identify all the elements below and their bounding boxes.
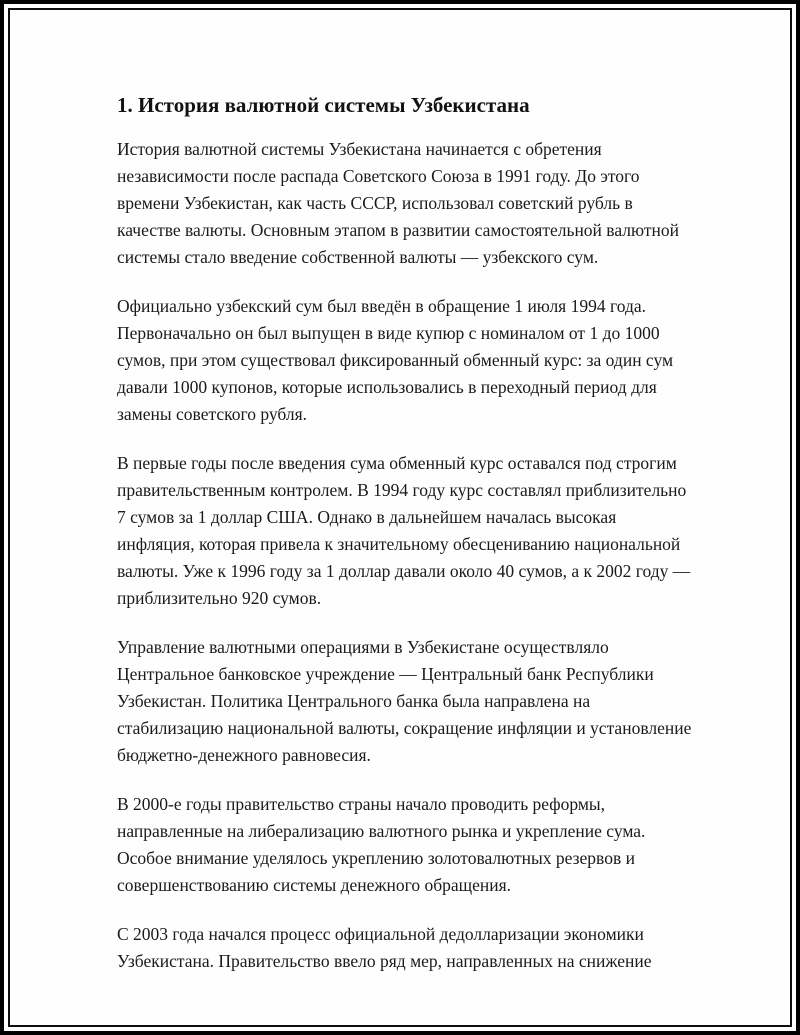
section-heading: 1. История валютной системы Узбекистана	[117, 93, 530, 117]
paragraph: С 2003 года начался процесс официальной дедолларизации экономики Узбекистана. Правительство ввело ряд мер, направленных на снижение	[117, 924, 652, 971]
paragraph: История валютной системы Узбекистана начинается с обретения независимости после распада Советского Союза в 1991 году. До этого времени Узбекистан, как часть СССР, использовал советский рубль в качестве валюты. Основным этапом в развитии самостоятельной валютной системы стало введение собственной валюты — узбекского сум.	[117, 139, 679, 267]
document-page	[8, 8, 792, 1027]
document-content	[117, 90, 695, 975]
paragraph: Управление валютными операциями в Узбекистане осуществляло Центральное банковское учреждение — Центральный банк Республики Узбекистан. Политика Центрального банка была направлена на стабилизацию национальной валюты, сокращение инфляции и установление бюджетно-денежного равновесия.	[117, 637, 692, 765]
document-body	[117, 136, 695, 975]
paragraph: Официально узбекский сум был введён в обращение 1 июля 1994 года. Первоначально он был выпущен в виде купюр с номиналом от 1 до 1000 сумов, при этом существовал фиксированный обменный курс: за один сум давали 1000 купонов, которые использовались в переходный период для замены советского рубля.	[117, 296, 674, 424]
paragraph: В 2000-е годы правительство страны начало проводить реформы, направленные на либерализацию валютного рынка и укрепление сума. Особое внимание уделялось укреплению золотовалютных резервов и совершенствованию системы денежного обращения.	[117, 794, 646, 895]
paragraph: В первые годы после введения сума обменный курс оставался под строгим правительственным контролем. В 1994 году курс составлял приблизительно 7 сумов за 1 доллар США. Однако в дальнейшем началась высокая инфляция, которая привела к значительному обесцениванию национальной валюты. Уже к 1996 году за 1 доллар давали около 40 сумов, а к 2002 году — приблизительно 920 сумов.	[117, 453, 691, 608]
